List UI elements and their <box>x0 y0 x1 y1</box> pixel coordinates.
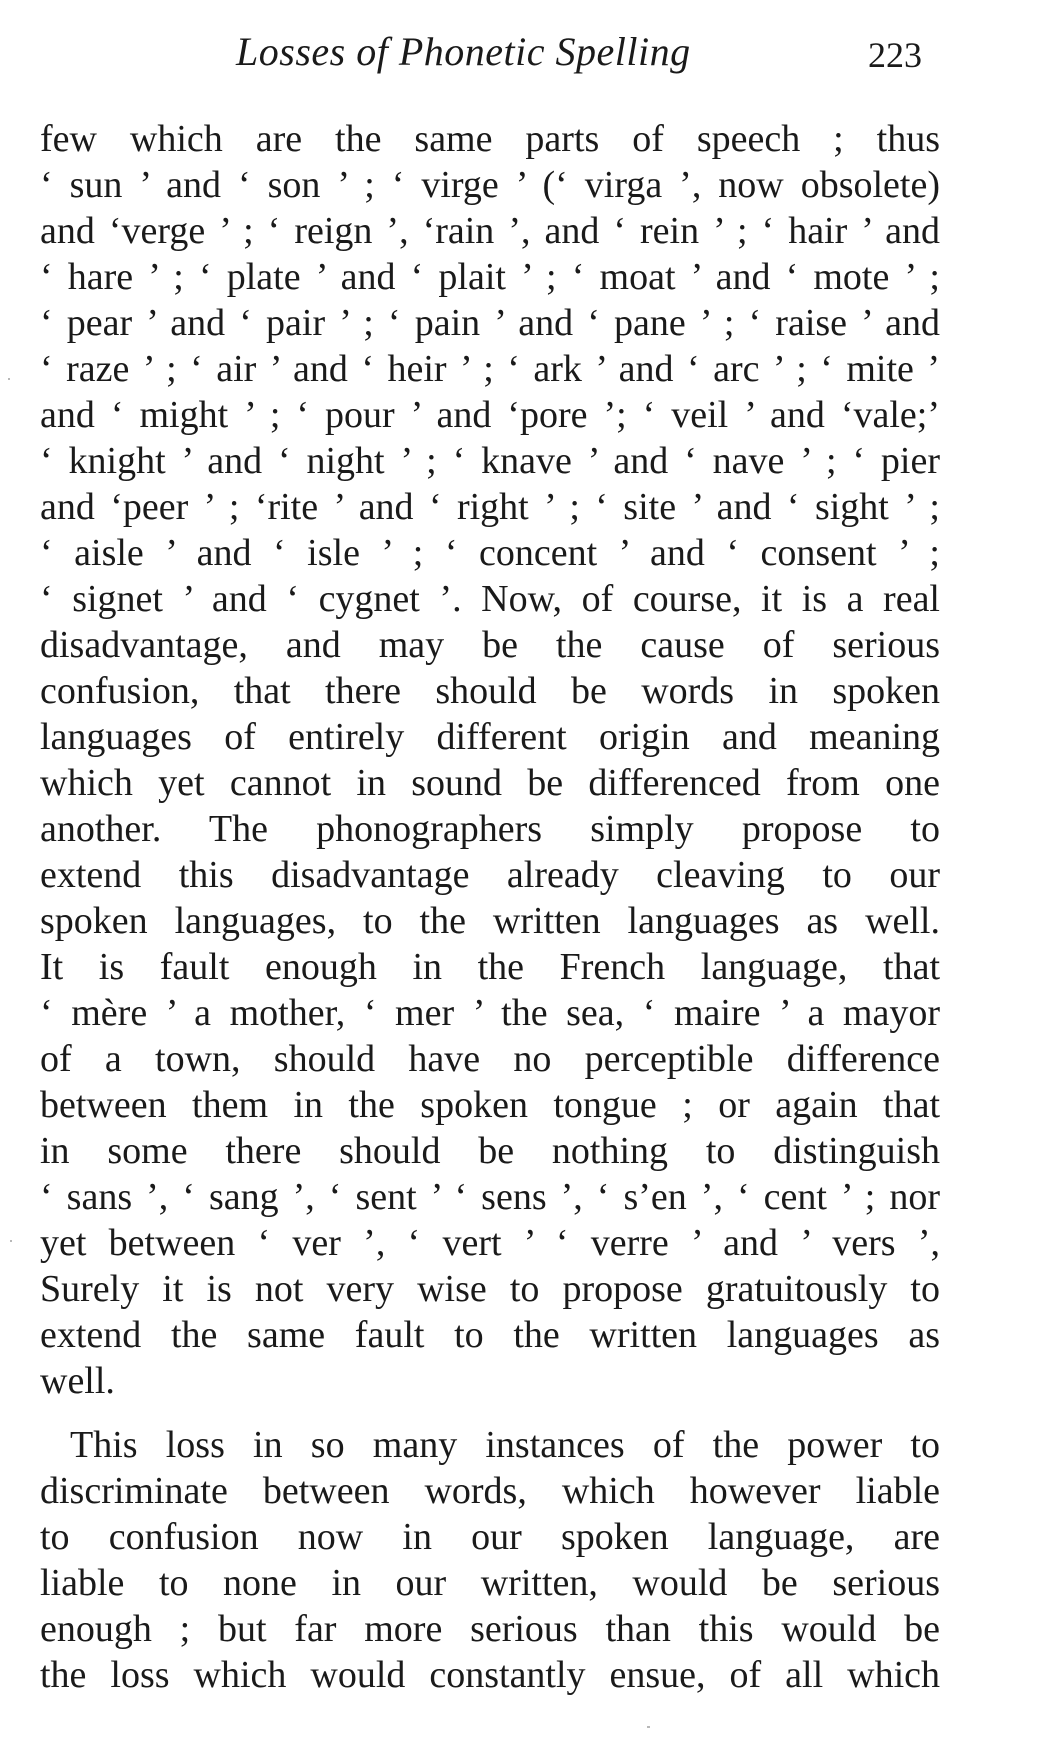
scan-speck <box>647 1726 650 1728</box>
text-line: ‘ signet ’ and ‘ cygnet ’. Now, of course, it is a real <box>40 578 940 620</box>
text-line: in some there should be nothing to distinguish <box>40 1130 940 1172</box>
text-line: This loss in so many instances of the power to <box>70 1424 940 1466</box>
scan-speck <box>8 378 10 380</box>
text-line: ‘ knight ’ and ‘ night ’ ; ‘ knave ’ and ‘ nave ’ ; ‘ pier <box>40 440 940 482</box>
text-line: disadvantage, and may be the cause of serious <box>40 624 940 666</box>
text-line: liable to none in our written, would be serious <box>40 1562 940 1604</box>
text-line: and ‘verge ’ ; ‘ reign ’, ‘rain ’, and ‘ rein ’ ; ‘ hair ’ and <box>40 210 940 252</box>
text-line: ‘ pear ’ and ‘ pair ’ ; ‘ pain ’ and ‘ pane ’ ; ‘ raise ’ and <box>40 302 940 344</box>
text-line: ‘ sans ’, ‘ sang ’, ‘ sent ’ ‘ sens ’, ‘ s’en ’, ‘ cent ’ ; nor <box>40 1176 940 1218</box>
text-line: ‘ mère ’ a mother, ‘ mer ’ the sea, ‘ maire ’ a mayor <box>40 992 940 1034</box>
text-line: which yet cannot in sound be differenced from one <box>40 762 940 804</box>
text-line: ‘ hare ’ ; ‘ plate ’ and ‘ plait ’ ; ‘ moat ’ and ‘ mote ’ ; <box>40 256 940 298</box>
text-line: ‘ sun ’ and ‘ son ’ ; ‘ virge ’ (‘ virga ’, now obsolete) <box>40 164 940 206</box>
text-line: enough ; but far more serious than this would be <box>40 1608 940 1650</box>
text-line: It is fault enough in the French language, that <box>40 946 940 988</box>
paragraph <box>40 1422 940 1698</box>
text-line: extend the same fault to the written languages as <box>40 1314 940 1356</box>
text-line: discriminate between words, which however liable <box>40 1470 940 1512</box>
body-text <box>40 116 940 1698</box>
running-title: Losses of Phonetic Spelling <box>236 29 691 74</box>
text-line: ‘ raze ’ ; ‘ air ’ and ‘ heir ’ ; ‘ ark ’ and ‘ arc ’ ; ‘ mite ’ <box>40 348 940 390</box>
text-line: between them in the spoken tongue ; or again that <box>40 1084 940 1126</box>
text-line: of a town, should have no perceptible difference <box>40 1038 940 1080</box>
paragraph <box>40 116 940 1404</box>
text-line: well. <box>40 1360 115 1402</box>
text-line: to confusion now in our spoken language, are <box>40 1516 940 1558</box>
paragraph-gap <box>40 1404 940 1422</box>
scan-speck <box>10 1240 12 1242</box>
text-line: few which are the same parts of speech ; thus <box>40 118 940 160</box>
page-number: 223 <box>868 35 922 75</box>
text-line: confusion, that there should be words in spoken <box>40 670 940 712</box>
text-line: spoken languages, to the written languages as well. <box>40 900 940 942</box>
text-line: another. The phonographers simply propose to <box>40 808 940 850</box>
text-line: ‘ aisle ’ and ‘ isle ’ ; ‘ concent ’ and ‘ consent ’ ; <box>40 532 940 574</box>
text-line: and ‘peer ’ ; ‘rite ’ and ‘ right ’ ; ‘ site ’ and ‘ sight ’ ; <box>40 486 940 528</box>
text-line: Surely it is not very wise to propose gratuitously to <box>40 1268 940 1310</box>
text-line: the loss which would constantly ensue, of all which <box>40 1654 940 1696</box>
text-line: and ‘ might ’ ; ‘ pour ’ and ‘pore ’; ‘ veil ’ and ‘vale;’ <box>40 394 940 436</box>
text-line: extend this disadvantage already cleaving to our <box>40 854 940 896</box>
text-line: yet between ‘ ver ’, ‘ vert ’ ‘ verre ’ and ’ vers ’, <box>40 1222 940 1264</box>
text-line: languages of entirely different origin and meaning <box>40 716 940 758</box>
